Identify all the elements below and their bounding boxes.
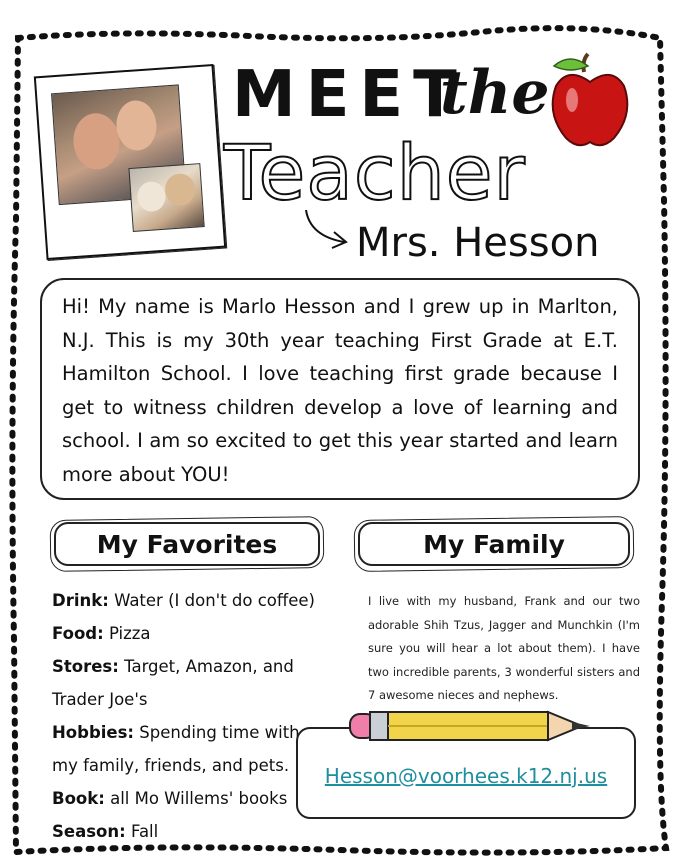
pencil-icon bbox=[346, 702, 596, 748]
favorite-season: Season: Fall bbox=[52, 822, 159, 841]
favorite-drink: Drink: Water (I don't do coffee) bbox=[52, 591, 315, 610]
intro-text: Hi! My name is Marlo Hesson and I grew up in Marlton, N.J. This is my 30th year teaching First Grade at E.T. Hamilton School. I love teaching first grade because I get to witness children develop a love of learning and school. I am so excited to get this year started and learn more about YOU! bbox=[62, 295, 618, 486]
title-the: the bbox=[440, 58, 550, 128]
intro-box bbox=[40, 278, 640, 500]
apple-icon bbox=[548, 52, 634, 152]
favorite-hobbies: Hobbies: Spending time with my family, friends, and pets. bbox=[52, 723, 300, 775]
favorite-food: Food: Pizza bbox=[52, 624, 151, 643]
title-teacher: Teacher bbox=[224, 128, 526, 217]
dogs-photo bbox=[128, 163, 204, 232]
favorites-list bbox=[52, 584, 320, 848]
family-heading: My Family bbox=[358, 522, 630, 566]
favorite-book: Book: all Mo Willems' books bbox=[52, 789, 288, 808]
title-meet: MEET bbox=[232, 58, 467, 132]
favorites-heading: My Favorites bbox=[54, 522, 320, 566]
arrow-icon bbox=[300, 206, 356, 252]
email-link[interactable]: Hesson@voorhees.k12.nj.us bbox=[324, 764, 608, 788]
family-text: I live with my husband, Frank and our two adorable Shih Tzus, Jagger and Munchkin (I'm sure you will hear a lot about them). I have two incredible parents, 3 wonderful sisters and 7 awesome nieces and nephews. bbox=[368, 594, 640, 702]
teacher-name: Mrs. Hesson bbox=[356, 220, 600, 266]
teacher-photo-polaroid bbox=[34, 64, 226, 260]
favorite-stores: Stores: Target, Amazon, and Trader Joe's bbox=[52, 657, 294, 709]
